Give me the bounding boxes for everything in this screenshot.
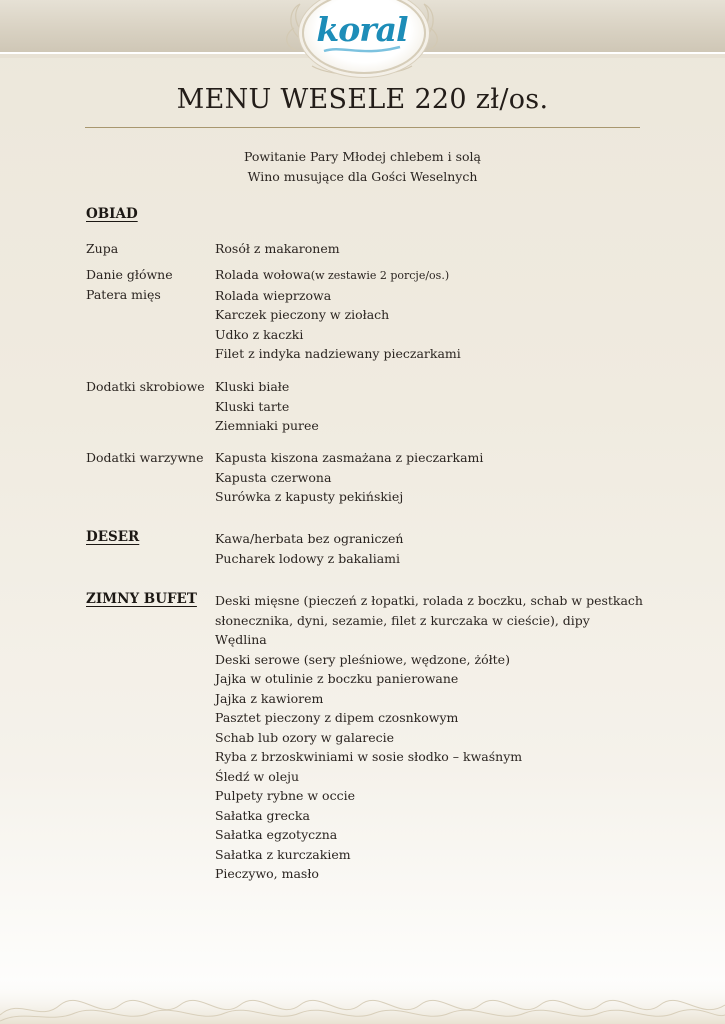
menu-item: Ziemniaki puree: [215, 418, 319, 433]
menu-item: Śledź w oleju: [215, 768, 300, 784]
menu-item: Pucharek lodowy z bakaliami: [215, 550, 401, 566]
menu-item: Kluski tarte: [215, 398, 290, 414]
section-heading-deser: DESER: [86, 529, 140, 545]
menu-item-name: Rolada wołowa: [215, 267, 311, 282]
menu-item: Kawa/herbata bez ograniczeń: [215, 531, 404, 546]
menu-item: Kluski białe: [215, 379, 290, 394]
menu-item: Pasztet pieczony z dipem czosnkowym: [215, 710, 459, 725]
menu-item: Sałatka z kurczakiem: [215, 846, 351, 862]
menu-item: [215, 265, 635, 286]
course-items: [215, 377, 635, 436]
menu-item: Surówka z kapusty pekińskiej: [215, 489, 404, 504]
menu-item: Karczek pieczony w ziołach: [215, 307, 390, 322]
intro-line: Powitanie Pary Młodej chlebem i solą: [244, 149, 481, 164]
divider: [85, 127, 640, 128]
course-label: [86, 265, 173, 304]
section-heading-bufet: ZIMNY BUFET: [86, 591, 197, 607]
course-label: Dodatki warzywne: [86, 450, 204, 465]
course-label: Dodatki skrobiowe: [86, 379, 205, 394]
section-heading-obiad: OBIAD: [86, 206, 138, 222]
course-items: [215, 265, 635, 364]
course-items: [215, 239, 635, 259]
menu-item: Jajka w otulinie z boczku panierowane: [215, 671, 459, 686]
course-label: Zupa: [86, 241, 119, 256]
menu-item: Deski serowe (sery pleśniowe, wędzone, żółte): [215, 651, 510, 667]
menu-item: Deski mięsne (pieczeń z łopatki, rolada z boczku, schab w pestkach: [215, 593, 643, 608]
menu-item-note: (w zestawie 2 porcje/os.): [310, 269, 450, 282]
menu-item: Kapusta kiszona zasmażana z pieczarkami: [215, 450, 484, 465]
intro: [0, 147, 725, 187]
menu-item: Pieczywo, masło: [215, 866, 319, 881]
menu-item: Rolada wieprzowa: [215, 287, 332, 303]
logo-wordmark: koral: [316, 10, 408, 49]
wave-icon: [322, 43, 402, 57]
menu-item: Schab lub ozory w galarecie: [215, 729, 395, 745]
course-items: [215, 529, 635, 568]
menu-item: Rosół z makaronem: [215, 241, 340, 256]
menu-item: Udko z kaczki: [215, 326, 304, 342]
course-label-main: Danie główne: [86, 267, 173, 282]
menu-item: Sałatka grecka: [215, 807, 310, 823]
menu-item: Kapusta czerwona: [215, 469, 332, 485]
menu-item: Sałatka egzotyczna: [215, 827, 338, 842]
menu-item: Ryba z brzoskwiniami w sosie słodko – kwaśnym: [215, 749, 523, 764]
menu-item: Pulpety rybne w occie: [215, 788, 355, 803]
menu-item: Jajka z kawiorem: [215, 690, 324, 706]
intro-line: Wino musujące dla Gości Weselnych: [247, 169, 478, 184]
menu-item: Filet z indyka nadziewany pieczarkami: [215, 346, 461, 361]
course-label-sub: Patera mięs: [86, 286, 161, 302]
menu-item: Wędlina: [215, 632, 267, 647]
page-title: MENU WESELE 220 zł/os.: [176, 84, 549, 115]
course-items: [215, 591, 643, 884]
logo: [282, 0, 442, 82]
course-items: [215, 448, 635, 507]
menu-item: słonecznika, dyni, sezamie, filet z kurczaka w cieście), dipy: [215, 612, 590, 628]
floral-border-icon: [0, 975, 725, 1024]
